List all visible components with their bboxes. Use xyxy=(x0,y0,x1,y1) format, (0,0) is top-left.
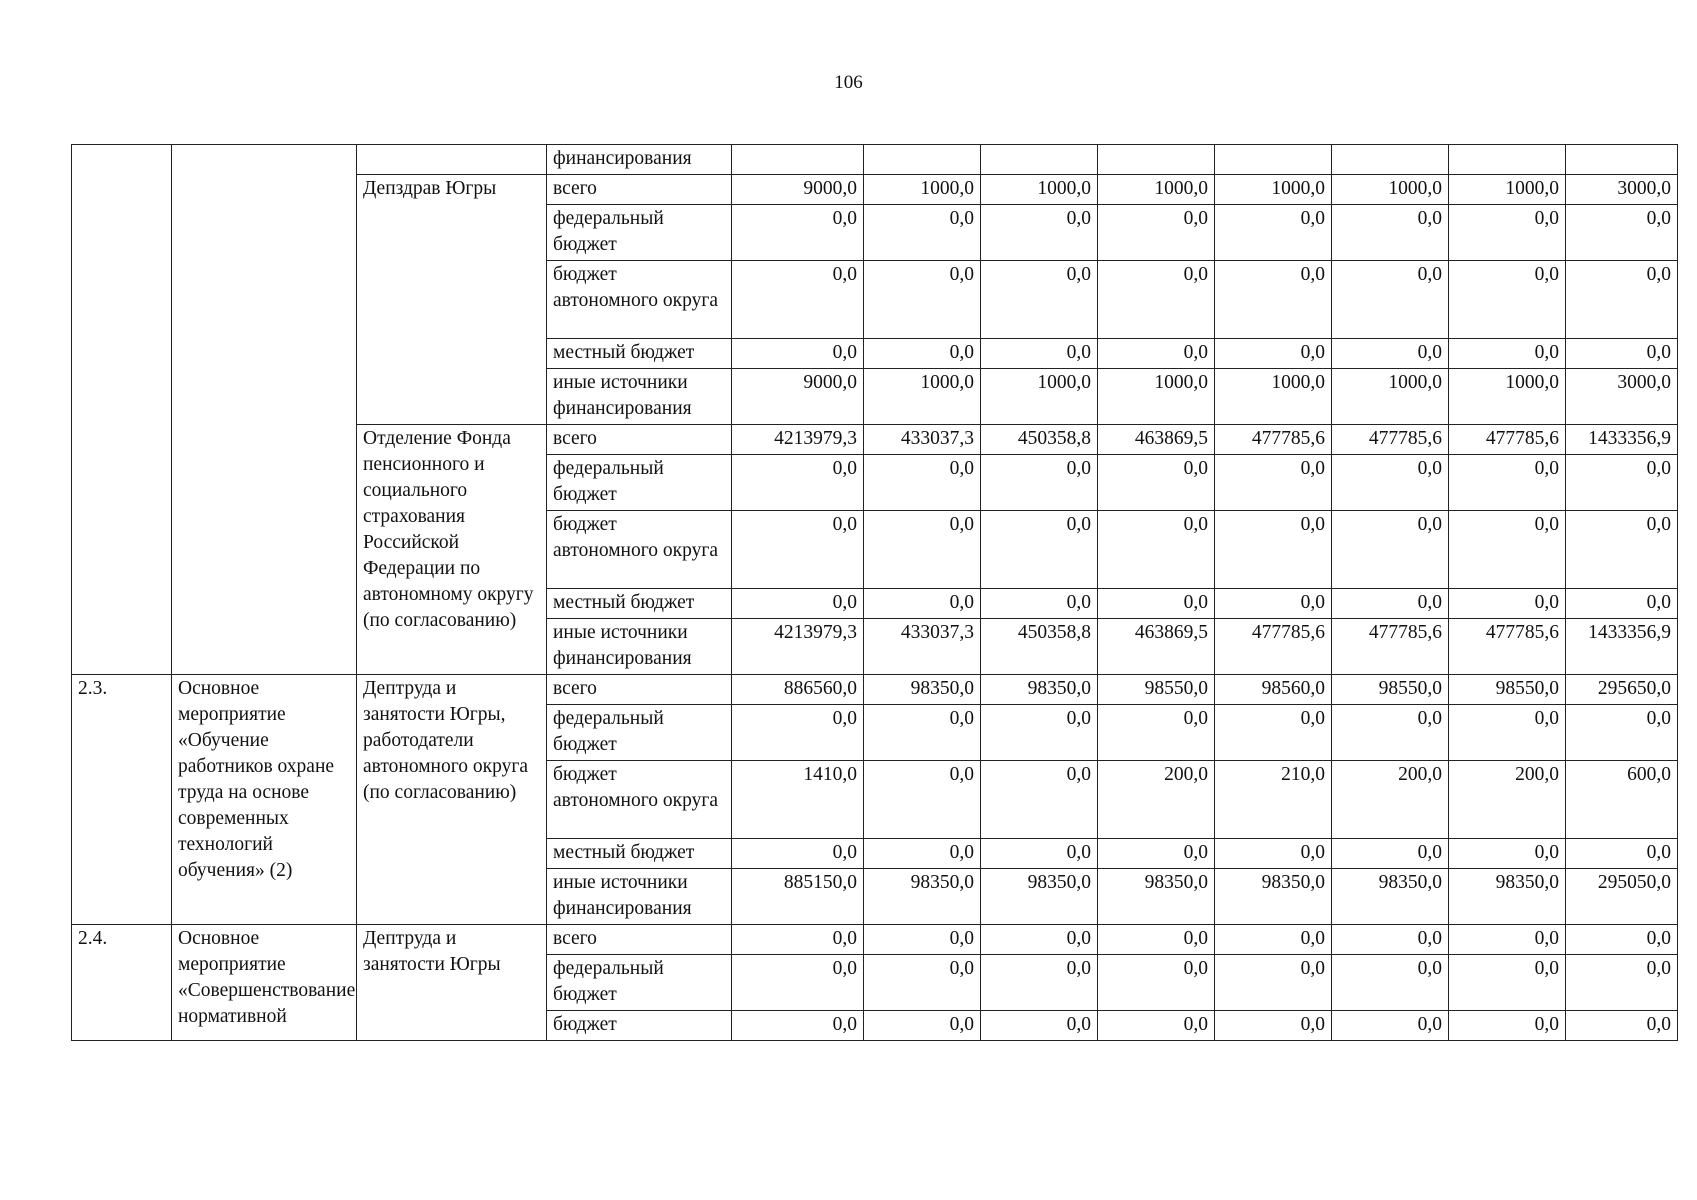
period-value-cell: 0,0 xyxy=(1449,589,1566,619)
total-value-cell: 0,0 xyxy=(732,589,864,619)
item-name-continued xyxy=(172,145,357,675)
period-value-cell: 0,0 xyxy=(1098,455,1215,511)
period-value-cell: 98350,0 xyxy=(981,675,1098,705)
period-value-cell: 0,0 xyxy=(1566,925,1678,955)
period-value-cell: 0,0 xyxy=(981,205,1098,261)
funding-source-cell: всего xyxy=(547,925,732,955)
period-value-cell: 0,0 xyxy=(1566,589,1678,619)
item-index-continued xyxy=(72,145,172,675)
funding-source-cell: местный бюджет xyxy=(547,339,732,369)
period-value-cell: 0,0 xyxy=(864,761,981,839)
total-value-cell: 0,0 xyxy=(732,511,864,589)
period-value-cell: 0,0 xyxy=(1449,925,1566,955)
period-value-cell: 0,0 xyxy=(1332,455,1449,511)
period-value-cell: 1433356,9 xyxy=(1566,619,1678,675)
funding-source-cell: бюджет автономного округа xyxy=(547,261,732,339)
period-value-cell: 1000,0 xyxy=(1098,175,1215,205)
total-value-cell: 886560,0 xyxy=(732,675,864,705)
period-value-cell: 0,0 xyxy=(1566,839,1678,869)
funding-source-cell: бюджет автономного округа xyxy=(547,761,732,839)
table-row xyxy=(72,675,1678,705)
period-value-cell: 0,0 xyxy=(1215,205,1332,261)
responsible-item-2-4: Дептруда и занятости Югры xyxy=(357,925,547,1041)
period-value-cell: 0,0 xyxy=(1332,925,1449,955)
period-value-cell: 1000,0 xyxy=(981,369,1098,425)
period-value-cell: 0,0 xyxy=(864,205,981,261)
period-value-cell: 477785,6 xyxy=(1215,619,1332,675)
funding-source-cell: местный бюджет xyxy=(547,839,732,869)
table-row xyxy=(72,145,1678,175)
total-value-cell: 885150,0 xyxy=(732,869,864,925)
total-value-cell: 0,0 xyxy=(732,205,864,261)
period-value-cell: 0,0 xyxy=(981,705,1098,761)
period-value-cell: 0,0 xyxy=(1215,589,1332,619)
period-value-cell: 0,0 xyxy=(864,261,981,339)
period-value-cell: 0,0 xyxy=(1098,339,1215,369)
period-value-cell: 463869,5 xyxy=(1098,619,1215,675)
period-value-cell: 477785,6 xyxy=(1215,425,1332,455)
period-value-cell: 98350,0 xyxy=(1332,869,1449,925)
period-value-cell: 1000,0 xyxy=(1332,175,1449,205)
period-value-cell: 0,0 xyxy=(1215,925,1332,955)
total-value-cell: 0,0 xyxy=(732,839,864,869)
period-value-cell: 0,0 xyxy=(1215,511,1332,589)
total-value-cell: 0,0 xyxy=(732,339,864,369)
period-value-cell: 0,0 xyxy=(1332,705,1449,761)
page-number: 106 xyxy=(834,72,863,93)
period-value-cell: 1000,0 xyxy=(864,175,981,205)
period-value-cell: 0,0 xyxy=(1566,261,1678,339)
period-value-cell: 98560,0 xyxy=(1215,675,1332,705)
funding-source-cell: бюджет xyxy=(547,1011,732,1041)
period-value-cell: 450358,8 xyxy=(981,619,1098,675)
period-value-cell: 0,0 xyxy=(981,925,1098,955)
period-value-cell: 0,0 xyxy=(1566,955,1678,1011)
item-index-item-2-4: 2.4. xyxy=(72,925,172,1041)
period-value-cell xyxy=(1566,145,1678,175)
period-value-cell: 0,0 xyxy=(981,1011,1098,1041)
period-value-cell: 98550,0 xyxy=(1098,675,1215,705)
period-value-cell: 295650,0 xyxy=(1566,675,1678,705)
period-value-cell: 0,0 xyxy=(1215,705,1332,761)
funding-source-cell: иные источники финансирования xyxy=(547,869,732,925)
period-value-cell: 0,0 xyxy=(1566,705,1678,761)
period-value-cell: 0,0 xyxy=(1098,589,1215,619)
period-value-cell: 0,0 xyxy=(1449,455,1566,511)
item-index-item-2-3: 2.3. xyxy=(72,675,172,925)
period-value-cell: 0,0 xyxy=(1332,839,1449,869)
period-value-cell: 0,0 xyxy=(1098,511,1215,589)
period-value-cell: 477785,6 xyxy=(1332,425,1449,455)
period-value-cell xyxy=(1449,145,1566,175)
period-value-cell: 477785,6 xyxy=(1449,425,1566,455)
total-value-cell: 0,0 xyxy=(732,1011,864,1041)
period-value-cell: 1000,0 xyxy=(1449,369,1566,425)
period-value-cell: 0,0 xyxy=(981,589,1098,619)
responsible-item-2-3: Дептруда и занятости Югры, работодатели автономного округа (по согласованию) xyxy=(357,675,547,925)
period-value-cell: 295050,0 xyxy=(1566,869,1678,925)
period-value-cell: 477785,6 xyxy=(1449,619,1566,675)
period-value-cell: 0,0 xyxy=(1332,339,1449,369)
funding-source-cell: всего xyxy=(547,425,732,455)
period-value-cell: 3000,0 xyxy=(1566,369,1678,425)
period-value-cell: 1000,0 xyxy=(1215,175,1332,205)
total-value-cell: 4213979,3 xyxy=(732,425,864,455)
period-value-cell: 200,0 xyxy=(1098,761,1215,839)
period-value-cell: 0,0 xyxy=(981,511,1098,589)
period-value-cell: 1000,0 xyxy=(1098,369,1215,425)
period-value-cell: 0,0 xyxy=(864,511,981,589)
period-value-cell: 433037,3 xyxy=(864,425,981,455)
funding-source-cell: иные источники финансирования xyxy=(547,369,732,425)
period-value-cell xyxy=(981,145,1098,175)
total-value-cell: 0,0 xyxy=(732,455,864,511)
funding-source-cell: федеральный бюджет xyxy=(547,705,732,761)
period-value-cell: 98350,0 xyxy=(864,869,981,925)
period-value-cell: 0,0 xyxy=(1098,205,1215,261)
period-value-cell: 210,0 xyxy=(1215,761,1332,839)
period-value-cell: 0,0 xyxy=(1098,1011,1215,1041)
funding-source-cell: финансирования xyxy=(547,145,732,175)
period-value-cell: 200,0 xyxy=(1332,761,1449,839)
period-value-cell xyxy=(1332,145,1449,175)
total-value-cell: 0,0 xyxy=(732,925,864,955)
period-value-cell: 0,0 xyxy=(1215,839,1332,869)
total-value-cell: 9000,0 xyxy=(732,369,864,425)
period-value-cell: 1000,0 xyxy=(864,369,981,425)
period-value-cell: 0,0 xyxy=(1098,955,1215,1011)
period-value-cell: 450358,8 xyxy=(981,425,1098,455)
period-value-cell: 0,0 xyxy=(1332,205,1449,261)
period-value-cell: 1000,0 xyxy=(1215,369,1332,425)
period-value-cell: 0,0 xyxy=(1449,705,1566,761)
funding-source-cell: федеральный бюджет xyxy=(547,955,732,1011)
period-value-cell: 0,0 xyxy=(1449,1011,1566,1041)
funding-source-cell: федеральный бюджет xyxy=(547,205,732,261)
period-value-cell: 98350,0 xyxy=(1449,869,1566,925)
period-value-cell: 0,0 xyxy=(1449,205,1566,261)
total-value-cell xyxy=(732,145,864,175)
period-value-cell: 0,0 xyxy=(864,1011,981,1041)
funding-source-cell: всего xyxy=(547,675,732,705)
period-value-cell: 0,0 xyxy=(1566,455,1678,511)
period-value-cell: 0,0 xyxy=(1332,261,1449,339)
responsible-continued xyxy=(357,145,547,175)
period-value-cell xyxy=(864,145,981,175)
period-value-cell xyxy=(1098,145,1215,175)
period-value-cell: 0,0 xyxy=(1215,339,1332,369)
period-value-cell: 0,0 xyxy=(981,455,1098,511)
period-value-cell: 0,0 xyxy=(1566,1011,1678,1041)
funding-source-cell: федеральный бюджет xyxy=(547,455,732,511)
funding-source-cell: иные источники финансирования xyxy=(547,619,732,675)
item-name-item-2-4: Основное мероприятие «Совершенствование нормативной xyxy=(172,925,357,1041)
period-value-cell: 0,0 xyxy=(1332,511,1449,589)
period-value-cell: 0,0 xyxy=(1215,261,1332,339)
period-value-cell: 0,0 xyxy=(864,925,981,955)
total-value-cell: 4213979,3 xyxy=(732,619,864,675)
period-value-cell: 0,0 xyxy=(1098,925,1215,955)
item-name-item-2-3: Основное мероприятие «Обучение работников охране труда на основе современных технологий обучения» (2) xyxy=(172,675,357,925)
total-value-cell: 9000,0 xyxy=(732,175,864,205)
period-value-cell: 0,0 xyxy=(1215,955,1332,1011)
period-value-cell: 0,0 xyxy=(864,955,981,1011)
period-value-cell: 0,0 xyxy=(864,839,981,869)
period-value-cell: 98550,0 xyxy=(1332,675,1449,705)
period-value-cell: 0,0 xyxy=(1098,261,1215,339)
period-value-cell: 477785,6 xyxy=(1332,619,1449,675)
period-value-cell: 0,0 xyxy=(1215,1011,1332,1041)
period-value-cell: 0,0 xyxy=(981,839,1098,869)
funding-source-cell: местный бюджет xyxy=(547,589,732,619)
period-value-cell: 0,0 xyxy=(1449,839,1566,869)
table-row xyxy=(72,925,1678,955)
period-value-cell: 1000,0 xyxy=(1449,175,1566,205)
total-value-cell: 0,0 xyxy=(732,705,864,761)
budget-table xyxy=(71,144,1678,1041)
period-value-cell: 0,0 xyxy=(981,339,1098,369)
period-value-cell: 3000,0 xyxy=(1566,175,1678,205)
period-value-cell: 600,0 xyxy=(1566,761,1678,839)
period-value-cell: 0,0 xyxy=(1449,261,1566,339)
period-value-cell: 98350,0 xyxy=(1215,869,1332,925)
period-value-cell: 0,0 xyxy=(1449,511,1566,589)
total-value-cell: 0,0 xyxy=(732,955,864,1011)
period-value-cell: 0,0 xyxy=(1449,955,1566,1011)
period-value-cell: 0,0 xyxy=(1098,839,1215,869)
period-value-cell: 200,0 xyxy=(1449,761,1566,839)
period-value-cell: 433037,3 xyxy=(864,619,981,675)
period-value-cell: 0,0 xyxy=(1215,455,1332,511)
period-value-cell: 98550,0 xyxy=(1449,675,1566,705)
period-value-cell: 0,0 xyxy=(864,589,981,619)
period-value-cell: 0,0 xyxy=(1332,589,1449,619)
period-value-cell: 0,0 xyxy=(981,761,1098,839)
period-value-cell: 98350,0 xyxy=(1098,869,1215,925)
responsible-depzdrav: Депздрав Югры xyxy=(357,175,547,425)
period-value-cell: 0,0 xyxy=(1566,511,1678,589)
total-value-cell: 1410,0 xyxy=(732,761,864,839)
period-value-cell: 0,0 xyxy=(1566,339,1678,369)
period-value-cell: 0,0 xyxy=(1098,705,1215,761)
period-value-cell: 0,0 xyxy=(864,455,981,511)
period-value-cell: 0,0 xyxy=(1332,1011,1449,1041)
period-value-cell: 1000,0 xyxy=(1332,369,1449,425)
period-value-cell: 463869,5 xyxy=(1098,425,1215,455)
period-value-cell: 1433356,9 xyxy=(1566,425,1678,455)
period-value-cell: 0,0 xyxy=(864,705,981,761)
period-value-cell: 0,0 xyxy=(981,955,1098,1011)
period-value-cell: 0,0 xyxy=(1566,205,1678,261)
period-value-cell: 1000,0 xyxy=(981,175,1098,205)
responsible-fund: Отделение Фонда пенсионного и социального страхования Российской Федерации по автономному округу (по согласованию) xyxy=(357,425,547,675)
period-value-cell: 0,0 xyxy=(1449,339,1566,369)
period-value-cell xyxy=(1215,145,1332,175)
funding-source-cell: бюджет автономного округа xyxy=(547,511,732,589)
period-value-cell: 98350,0 xyxy=(864,675,981,705)
funding-source-cell: всего xyxy=(547,175,732,205)
period-value-cell: 0,0 xyxy=(1332,955,1449,1011)
period-value-cell: 0,0 xyxy=(864,339,981,369)
period-value-cell: 98350,0 xyxy=(981,869,1098,925)
total-value-cell: 0,0 xyxy=(732,261,864,339)
period-value-cell: 0,0 xyxy=(981,261,1098,339)
